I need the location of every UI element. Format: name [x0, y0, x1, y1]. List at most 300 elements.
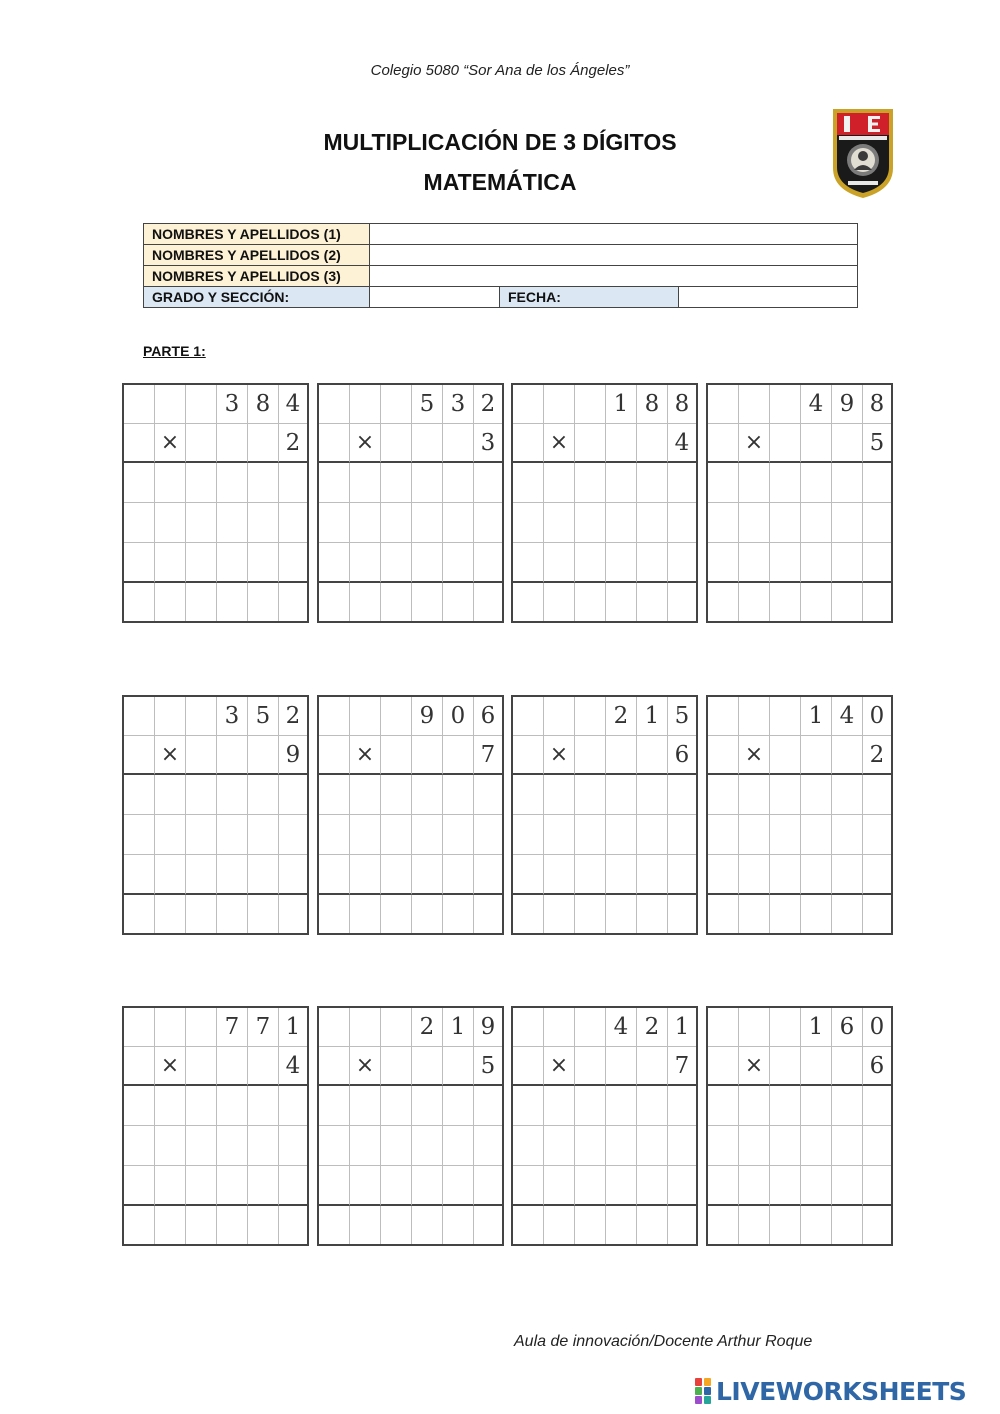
answer-cell[interactable] [544, 855, 575, 895]
answer-cell[interactable] [350, 1126, 381, 1166]
answer-cell[interactable] [350, 583, 381, 621]
answer-cell[interactable] [381, 1086, 412, 1126]
answer-cell[interactable] [668, 775, 696, 815]
answer-cell[interactable] [319, 855, 350, 895]
answer-cell[interactable] [474, 583, 502, 621]
answer-cell[interactable] [513, 1206, 544, 1244]
answer-cell[interactable] [350, 1166, 381, 1206]
answer-cell[interactable] [832, 543, 863, 583]
answer-cell[interactable] [350, 895, 381, 933]
answer-cell[interactable] [575, 503, 606, 543]
answer-cell[interactable] [124, 1166, 155, 1206]
answer-cell[interactable] [606, 1166, 637, 1206]
answer-cell[interactable] [443, 1166, 474, 1206]
answer-cell[interactable] [668, 1206, 696, 1244]
answer-cell[interactable] [155, 543, 186, 583]
answer-cell[interactable] [637, 1086, 668, 1126]
answer-cell[interactable] [637, 855, 668, 895]
answer-cell[interactable] [217, 583, 248, 621]
multiplication-problem [511, 383, 698, 623]
answer-cell[interactable] [217, 775, 248, 815]
answer-cell[interactable] [350, 463, 381, 503]
answer-cell[interactable] [124, 1126, 155, 1166]
answer-cell[interactable] [381, 583, 412, 621]
answer-cell[interactable] [186, 463, 217, 503]
answer-cell[interactable] [279, 775, 307, 815]
answer-cell[interactable] [412, 855, 443, 895]
answer-cell[interactable] [412, 463, 443, 503]
answer-cell[interactable] [770, 895, 801, 933]
answer-cell[interactable] [381, 815, 412, 855]
answer-cell[interactable] [770, 543, 801, 583]
answer-cell[interactable] [513, 463, 544, 503]
answer-cell[interactable] [668, 895, 696, 933]
answer-cell[interactable] [770, 1086, 801, 1126]
answer-cell[interactable] [124, 775, 155, 815]
answer-cell[interactable] [575, 543, 606, 583]
answer-cell[interactable] [248, 1166, 279, 1206]
answer-cell[interactable] [575, 1126, 606, 1166]
answer-cell[interactable] [832, 583, 863, 621]
answer-cell[interactable] [217, 543, 248, 583]
answer-cell[interactable] [770, 1206, 801, 1244]
answer-cell[interactable] [668, 583, 696, 621]
answer-cell[interactable] [575, 895, 606, 933]
answer-cell[interactable] [319, 1166, 350, 1206]
answer-cell[interactable] [668, 1166, 696, 1206]
answer-cell[interactable] [606, 503, 637, 543]
answer-cell[interactable] [668, 1086, 696, 1126]
answer-cell[interactable] [155, 463, 186, 503]
answer-cell[interactable] [217, 463, 248, 503]
answer-cell[interactable] [863, 895, 891, 933]
answer-cell[interactable] [575, 815, 606, 855]
answer-cell[interactable] [513, 815, 544, 855]
answer-cell[interactable] [319, 463, 350, 503]
answer-cell[interactable] [186, 543, 217, 583]
answer-cell[interactable] [832, 815, 863, 855]
answer-cell[interactable] [770, 503, 801, 543]
answer-cell[interactable] [832, 1086, 863, 1126]
answer-cell[interactable] [381, 855, 412, 895]
answer-cell[interactable] [513, 503, 544, 543]
answer-cell[interactable] [801, 775, 832, 815]
answer-cell[interactable] [155, 503, 186, 543]
answer-cell[interactable] [708, 1206, 739, 1244]
answer-cell[interactable] [863, 1166, 891, 1206]
answer-cell[interactable] [739, 775, 770, 815]
name-2-field[interactable] [370, 245, 858, 266]
answer-cell[interactable] [248, 1206, 279, 1244]
answer-cell[interactable] [319, 1206, 350, 1244]
answer-cell[interactable] [279, 815, 307, 855]
answer-cell[interactable] [739, 463, 770, 503]
answer-cell[interactable] [801, 1126, 832, 1166]
answer-cell[interactable] [575, 855, 606, 895]
answer-cell[interactable] [248, 463, 279, 503]
answer-cell[interactable] [279, 503, 307, 543]
answer-cell[interactable] [443, 895, 474, 933]
answer-cell[interactable] [770, 815, 801, 855]
name-3-field[interactable] [370, 266, 858, 287]
answer-cell[interactable] [350, 775, 381, 815]
answer-cell[interactable] [832, 1206, 863, 1244]
answer-cell[interactable] [124, 1086, 155, 1126]
answer-cell[interactable] [124, 815, 155, 855]
answer-cell[interactable] [381, 775, 412, 815]
answer-cell[interactable] [279, 463, 307, 503]
answer-cell[interactable] [381, 543, 412, 583]
answer-cell[interactable] [248, 583, 279, 621]
answer-cell[interactable] [801, 583, 832, 621]
answer-cell[interactable] [279, 1086, 307, 1126]
answer-cell[interactable] [668, 463, 696, 503]
answer-cell[interactable] [412, 895, 443, 933]
answer-cell[interactable] [739, 1166, 770, 1206]
answer-cell[interactable] [863, 463, 891, 503]
answer-cell[interactable] [708, 1126, 739, 1166]
answer-cell[interactable] [381, 503, 412, 543]
answer-cell[interactable] [739, 815, 770, 855]
answer-cell[interactable] [217, 895, 248, 933]
answer-cell[interactable] [217, 855, 248, 895]
answer-cell[interactable] [412, 1206, 443, 1244]
answer-cell[interactable] [513, 1166, 544, 1206]
answer-cell[interactable] [801, 855, 832, 895]
answer-cell[interactable] [575, 1166, 606, 1206]
answer-cell[interactable] [739, 583, 770, 621]
answer-cell[interactable] [474, 1166, 502, 1206]
answer-cell[interactable] [186, 1166, 217, 1206]
answer-cell[interactable] [443, 1206, 474, 1244]
answer-cell[interactable] [381, 1206, 412, 1244]
answer-cell[interactable] [381, 463, 412, 503]
answer-cell[interactable] [801, 895, 832, 933]
answer-cell[interactable] [832, 463, 863, 503]
answer-cell[interactable] [832, 775, 863, 815]
answer-cell[interactable] [279, 895, 307, 933]
empty-cell [575, 1047, 606, 1086]
answer-cell[interactable] [801, 1206, 832, 1244]
answer-cell[interactable] [606, 1086, 637, 1126]
answer-cell[interactable] [544, 1166, 575, 1206]
answer-cell[interactable] [155, 895, 186, 933]
answer-cell[interactable] [544, 463, 575, 503]
answer-cell[interactable] [544, 543, 575, 583]
answer-cell[interactable] [319, 543, 350, 583]
answer-cell[interactable] [606, 815, 637, 855]
answer-cell[interactable] [575, 1206, 606, 1244]
answer-cell[interactable] [668, 503, 696, 543]
answer-cell[interactable] [319, 815, 350, 855]
answer-cell[interactable] [801, 503, 832, 543]
answer-cell[interactable] [443, 775, 474, 815]
answer-cell[interactable] [412, 1086, 443, 1126]
answer-cell[interactable] [474, 775, 502, 815]
answer-cell[interactable] [708, 1086, 739, 1126]
answer-cell[interactable] [863, 583, 891, 621]
answer-cell[interactable] [186, 583, 217, 621]
answer-cell[interactable] [248, 1126, 279, 1166]
answer-cell[interactable] [739, 543, 770, 583]
answer-cell[interactable] [350, 855, 381, 895]
answer-cell[interactable] [863, 815, 891, 855]
answer-cell[interactable] [544, 1206, 575, 1244]
answer-cell[interactable] [801, 1086, 832, 1126]
answer-cell[interactable] [801, 815, 832, 855]
answer-cell[interactable] [606, 895, 637, 933]
answer-cell[interactable] [443, 543, 474, 583]
answer-cell[interactable] [155, 815, 186, 855]
answer-cell[interactable] [412, 583, 443, 621]
answer-cell[interactable] [708, 895, 739, 933]
answer-cell[interactable] [513, 543, 544, 583]
answer-cell[interactable] [637, 775, 668, 815]
answer-cell[interactable] [637, 815, 668, 855]
answer-cell[interactable] [443, 1126, 474, 1166]
answer-cell[interactable] [513, 1126, 544, 1166]
answer-cell[interactable] [381, 1126, 412, 1166]
answer-cell[interactable] [412, 815, 443, 855]
answer-cell[interactable] [668, 1126, 696, 1166]
answer-cell[interactable] [863, 775, 891, 815]
answer-cell[interactable] [443, 463, 474, 503]
answer-cell[interactable] [350, 543, 381, 583]
date-field[interactable] [679, 287, 858, 308]
answer-cell[interactable] [319, 583, 350, 621]
answer-cell[interactable] [513, 583, 544, 621]
answer-cell[interactable] [801, 463, 832, 503]
answer-cell[interactable] [155, 1126, 186, 1166]
answer-cell[interactable] [217, 503, 248, 543]
answer-cell[interactable] [832, 855, 863, 895]
answer-cell[interactable] [708, 503, 739, 543]
answer-cell[interactable] [544, 815, 575, 855]
multiplicand-digit: 2 [279, 697, 307, 736]
answer-cell[interactable] [637, 583, 668, 621]
answer-cell[interactable] [319, 1126, 350, 1166]
answer-cell[interactable] [770, 1126, 801, 1166]
answer-cell[interactable] [350, 503, 381, 543]
answer-cell[interactable] [474, 815, 502, 855]
answer-cell[interactable] [637, 543, 668, 583]
answer-cell[interactable] [350, 815, 381, 855]
answer-cell[interactable] [319, 775, 350, 815]
answer-cell[interactable] [832, 1166, 863, 1206]
answer-cell[interactable] [637, 1206, 668, 1244]
answer-cell[interactable] [443, 583, 474, 621]
answer-cell[interactable] [124, 543, 155, 583]
answer-cell[interactable] [637, 895, 668, 933]
name-1-field[interactable] [370, 224, 858, 245]
answer-cell[interactable] [279, 1126, 307, 1166]
answer-cell[interactable] [381, 1166, 412, 1206]
answer-cell[interactable] [637, 503, 668, 543]
answer-cell[interactable] [186, 775, 217, 815]
answer-cell[interactable] [513, 895, 544, 933]
answer-cell[interactable] [708, 583, 739, 621]
answer-cell[interactable] [606, 1206, 637, 1244]
answer-cell[interactable] [248, 855, 279, 895]
answer-cell[interactable] [668, 543, 696, 583]
answer-cell[interactable] [248, 503, 279, 543]
answer-cell[interactable] [863, 1206, 891, 1244]
answer-cell[interactable] [668, 815, 696, 855]
answer-cell[interactable] [217, 1166, 248, 1206]
answer-cell[interactable] [575, 1086, 606, 1126]
answer-cell[interactable] [474, 855, 502, 895]
answer-cell[interactable] [350, 1086, 381, 1126]
answer-cell[interactable] [513, 1086, 544, 1126]
answer-cell[interactable] [801, 543, 832, 583]
answer-cell[interactable] [248, 543, 279, 583]
answer-cell[interactable] [155, 1086, 186, 1126]
answer-cell[interactable] [319, 503, 350, 543]
answer-cell[interactable] [412, 543, 443, 583]
answer-cell[interactable] [708, 543, 739, 583]
answer-cell[interactable] [186, 1206, 217, 1244]
answer-cell[interactable] [155, 583, 186, 621]
answer-cell[interactable] [606, 1126, 637, 1166]
answer-cell[interactable] [474, 1206, 502, 1244]
answer-cell[interactable] [155, 855, 186, 895]
answer-cell[interactable] [832, 503, 863, 543]
answer-cell[interactable] [739, 503, 770, 543]
answer-cell[interactable] [770, 463, 801, 503]
answer-cell[interactable] [575, 463, 606, 503]
answer-cell[interactable] [186, 1086, 217, 1126]
answer-cell[interactable] [124, 895, 155, 933]
answer-cell[interactable] [863, 1126, 891, 1166]
answer-cell[interactable] [606, 583, 637, 621]
answer-cell[interactable] [381, 895, 412, 933]
answer-cell[interactable] [412, 1166, 443, 1206]
answer-cell[interactable] [739, 1086, 770, 1126]
answer-cell[interactable] [412, 503, 443, 543]
grade-section-field[interactable] [370, 287, 500, 308]
answer-cell[interactable] [575, 775, 606, 815]
answer-cell[interactable] [770, 855, 801, 895]
answer-cell[interactable] [217, 815, 248, 855]
answer-cell[interactable] [443, 1086, 474, 1126]
answer-cell[interactable] [770, 583, 801, 621]
answer-cell[interactable] [217, 1086, 248, 1126]
answer-cell[interactable] [544, 503, 575, 543]
answer-cell[interactable] [544, 775, 575, 815]
answer-cell[interactable] [279, 583, 307, 621]
answer-cell[interactable] [474, 1126, 502, 1166]
answer-cell[interactable] [575, 583, 606, 621]
answer-cell[interactable] [279, 543, 307, 583]
answer-cell[interactable] [155, 1206, 186, 1244]
answer-cell[interactable] [412, 1126, 443, 1166]
answer-cell[interactable] [412, 775, 443, 815]
answer-cell[interactable] [637, 1126, 668, 1166]
answer-cell[interactable] [248, 815, 279, 855]
answer-cell[interactable] [606, 463, 637, 503]
answer-cell[interactable] [770, 1166, 801, 1206]
answer-cell[interactable] [544, 895, 575, 933]
answer-cell[interactable] [217, 1126, 248, 1166]
answer-cell[interactable] [279, 1206, 307, 1244]
answer-cell[interactable] [739, 895, 770, 933]
answer-cell[interactable] [708, 1166, 739, 1206]
answer-cell[interactable] [832, 1126, 863, 1166]
multiplicand-digit: 3 [217, 385, 248, 424]
answer-cell[interactable] [863, 855, 891, 895]
answer-cell[interactable] [863, 1086, 891, 1126]
answer-cell[interactable] [124, 1206, 155, 1244]
answer-cell[interactable] [832, 895, 863, 933]
answer-cell[interactable] [474, 895, 502, 933]
answer-cell[interactable] [739, 1206, 770, 1244]
answer-cell[interactable] [350, 1206, 381, 1244]
answer-cell[interactable] [124, 463, 155, 503]
answer-cell[interactable] [186, 1126, 217, 1166]
answer-cell[interactable] [606, 775, 637, 815]
answer-cell[interactable] [544, 583, 575, 621]
answer-cell[interactable] [186, 503, 217, 543]
answer-cell[interactable] [474, 503, 502, 543]
answer-cell[interactable] [186, 855, 217, 895]
answer-cell[interactable] [443, 815, 474, 855]
answer-cell[interactable] [606, 543, 637, 583]
answer-cell[interactable] [544, 1126, 575, 1166]
answer-cell[interactable] [248, 895, 279, 933]
answer-cell[interactable] [319, 1086, 350, 1126]
answer-cell[interactable] [474, 1086, 502, 1126]
answer-cell[interactable] [513, 775, 544, 815]
answer-cell[interactable] [801, 1166, 832, 1206]
answer-cell[interactable] [474, 543, 502, 583]
answer-cell[interactable] [248, 1086, 279, 1126]
multiplicand-digit: 1 [606, 385, 637, 424]
answer-cell[interactable] [708, 463, 739, 503]
answer-cell[interactable] [513, 855, 544, 895]
answer-cell[interactable] [124, 855, 155, 895]
multiplication-problem [317, 383, 504, 623]
answer-cell[interactable] [544, 1086, 575, 1126]
answer-cell[interactable] [637, 463, 668, 503]
answer-cell[interactable] [863, 543, 891, 583]
answer-cell[interactable] [186, 815, 217, 855]
answer-cell[interactable] [863, 503, 891, 543]
answer-cell[interactable] [606, 855, 637, 895]
answer-cell[interactable] [739, 1126, 770, 1166]
answer-cell[interactable] [279, 855, 307, 895]
answer-cell[interactable] [319, 895, 350, 933]
answer-cell[interactable] [443, 503, 474, 543]
answer-cell[interactable] [739, 855, 770, 895]
answer-cell[interactable] [443, 855, 474, 895]
answer-cell[interactable] [217, 1206, 248, 1244]
answer-cell[interactable] [770, 775, 801, 815]
answer-cell[interactable] [155, 1166, 186, 1206]
answer-cell[interactable] [668, 855, 696, 895]
multiplicand-digit: 5 [248, 697, 279, 736]
answer-cell[interactable] [708, 855, 739, 895]
answer-cell[interactable] [124, 583, 155, 621]
answer-cell[interactable] [155, 775, 186, 815]
answer-cell[interactable] [279, 1166, 307, 1206]
answer-cell[interactable] [637, 1166, 668, 1206]
answer-cell[interactable] [186, 895, 217, 933]
answer-cell[interactable] [124, 503, 155, 543]
answer-cell[interactable] [708, 775, 739, 815]
answer-cell[interactable] [708, 815, 739, 855]
answer-cell[interactable] [248, 775, 279, 815]
answer-cell[interactable] [474, 463, 502, 503]
